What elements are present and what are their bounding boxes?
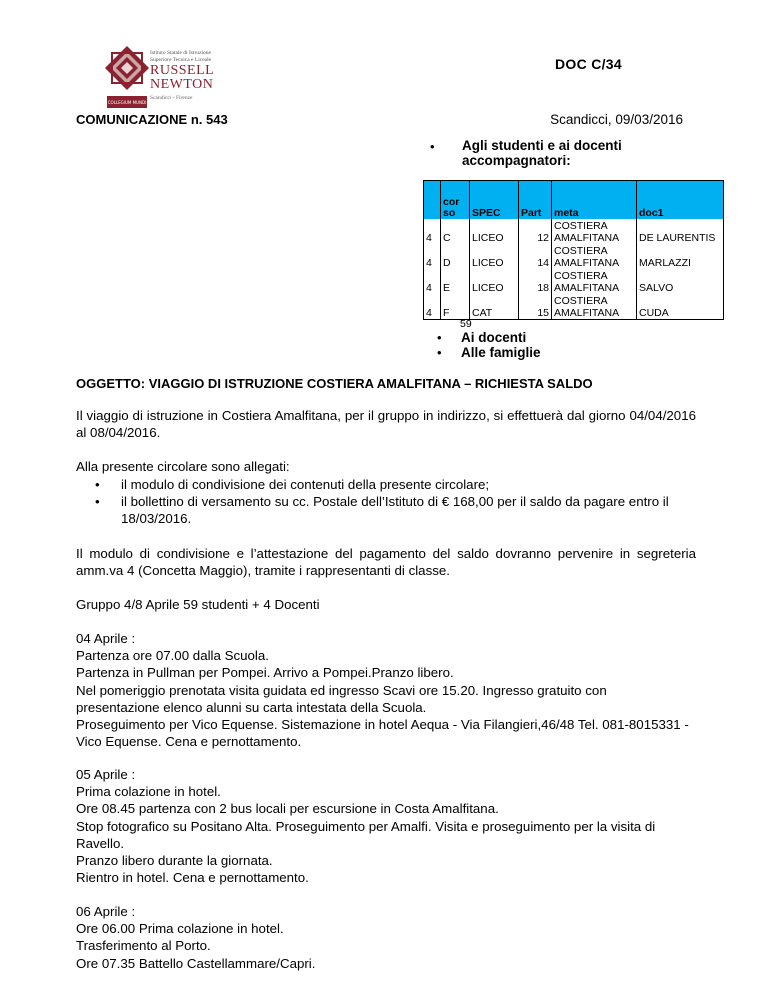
addressee-teachers: Ai docenti [461,330,527,345]
table-row [424,219,724,244]
table-cell-year: 4 [424,244,441,269]
logo-badge-text: COLLEGIUM MUNDI [107,100,147,105]
table-total: 59 [460,318,472,330]
table-cell-part: 15 [519,294,552,320]
day3-block [76,903,696,972]
day-line: Pranzo libero durante la giornata. [76,853,273,869]
logo-line1: Istituto Statale di Istruzione [150,50,211,56]
table-header-cell: Part [519,181,552,220]
day-line: Partenza in Pullman per Pompei. Arrivo a Pompei.Pranzo libero. [76,665,454,681]
table-header-cell: meta [552,181,637,220]
table-header-row [424,181,724,220]
day-line: Proseguimento per Vico Equense. Sistemazione in hotel Aequa - Via Filangieri,46/48 Tel. 081-8015331 - [76,717,689,733]
day-line: Prima colazione in hotel. [76,784,221,800]
list-item: • il bollettino di versamento su cc. Postale dell’Istituto di € 168,00 per il saldo da pagare entro il 18/03/2016. [95,494,669,526]
table-cell-year: 4 [424,294,441,320]
table-cell-spec: LICEO [470,269,519,294]
table-cell-meta: COSTIERA AMALFITANA [552,269,637,294]
day-title: 04 Aprile : [76,631,136,646]
paragraph-module: Il modulo di condivisione e l’attestazione del pagamento del saldo dovranno pervenire in segreteria amm.va 4 (Concetta Maggio), tramite i rappresentanti di classe. [76,546,696,578]
table-cell-meta: COSTIERA AMALFITANA [552,244,637,269]
table-cell-meta: COSTIERA AMALFITANA [552,219,637,244]
place-date: Scandicci, 09/03/2016 [550,112,683,127]
day-line: Partenza ore 07.00 dalla Scuola. [76,648,269,664]
list-item: • il modulo di condivisione dei contenuti della presente circolare; [95,477,490,492]
table-cell-corso: D [441,244,470,269]
paragraph-attachments-intro: Alla presente circolare sono allegati: [76,459,290,474]
table-cell-year: 4 [424,219,441,244]
day-line: Rientro in hotel. Cena e pernottamento. [76,870,309,886]
table-cell-part: 12 [519,219,552,244]
day-line: Ore 07.35 Battello Castellammare/Capri. [76,955,316,971]
addressee-students: Agli studenti e ai docenti accompagnatori: [462,138,622,168]
table-cell-doc: CUDA [637,294,724,320]
table-row [424,269,724,294]
table-cell-doc: DE LAURENTIS [637,219,724,244]
groups-table [423,180,724,320]
table-cell-spec: LICEO [470,219,519,244]
day2-block [76,766,696,886]
doc-code: DOC C/34 [555,56,622,72]
logo-line2: Superiore Tecnica e Liceale [150,57,212,63]
table-cell-spec: LICEO [470,244,519,269]
table-cell-doc: SALVO [637,269,724,294]
day-line: Ore 06.00 Prima colazione in hotel. [76,921,284,937]
table-cell-corso: F [441,294,470,320]
table-cell-year: 4 [424,269,441,294]
communication-number: COMUNICAZIONE n. 543 [76,112,228,127]
bullet-icon: • [437,330,442,345]
day-line: Nel pomeriggio prenotata visita guidata ed ingresso Scavi ore 15.20. Ingresso gratuito con [76,682,607,698]
school-logo [104,38,254,122]
bullet-icon: • [430,139,435,154]
day-line: Stop fotografico su Positano Alta. Proseguimento per Amalfi. Visita e proseguimento per la visita di [76,818,656,834]
day-line: Vico Equense. Cena e pernottamento. [76,734,302,750]
table-header-cell: doc1 [637,181,724,220]
attachments-list [95,476,695,527]
table-header-cell: SPEC [470,181,519,220]
table-header-cell: cor so [441,181,470,220]
day-line: Trasferimento al Porto. [76,938,211,954]
logo-emblem-icon [104,38,150,122]
table-cell-corso: E [441,269,470,294]
day-line: Ravello. [76,835,125,851]
table-cell-part: 18 [519,269,552,294]
day-title: 06 Aprile : [76,904,136,919]
addressee-teachers-families [461,330,541,360]
table-row [424,294,724,320]
table-cell-spec: CAT [470,294,519,320]
logo-name2: NEWTON [150,77,214,92]
day1-block [76,630,696,750]
addressee-families: Alle famiglie [461,345,541,360]
subject-line: OGGETTO: VIAGGIO DI ISTRUZIONE COSTIERA AMALFITANA – RICHIESTA SALDO [76,376,593,391]
logo-name1: RUSSELL [150,63,215,78]
day-line: presentazione elenco alunni su carta intestata della Scuola. [76,699,427,715]
table-cell-part: 14 [519,244,552,269]
paragraph-group: Gruppo 4/8 Aprile 59 studenti + 4 Docenti [76,597,320,612]
table-cell-doc: MARLAZZI [637,244,724,269]
paragraph-trip: Il viaggio di istruzione in Costiera Amalfitana, per il gruppo in indirizzo, si effettuerà dal giorno 04/04/2016 al 08/04/2016. [76,408,696,440]
table-row [424,244,724,269]
table-cell-meta: COSTIERA AMALFITANA [552,294,637,320]
day-title: 05 Aprile : [76,767,136,782]
table-header-cell [424,181,441,220]
day-line: Ore 08.45 partenza con 2 bus locali per escursione in Costa Amalfitana. [76,801,499,817]
bullet-icon: • [437,345,442,360]
table-cell-corso: C [441,219,470,244]
logo-city: Scandicci - Firenze [150,95,193,101]
